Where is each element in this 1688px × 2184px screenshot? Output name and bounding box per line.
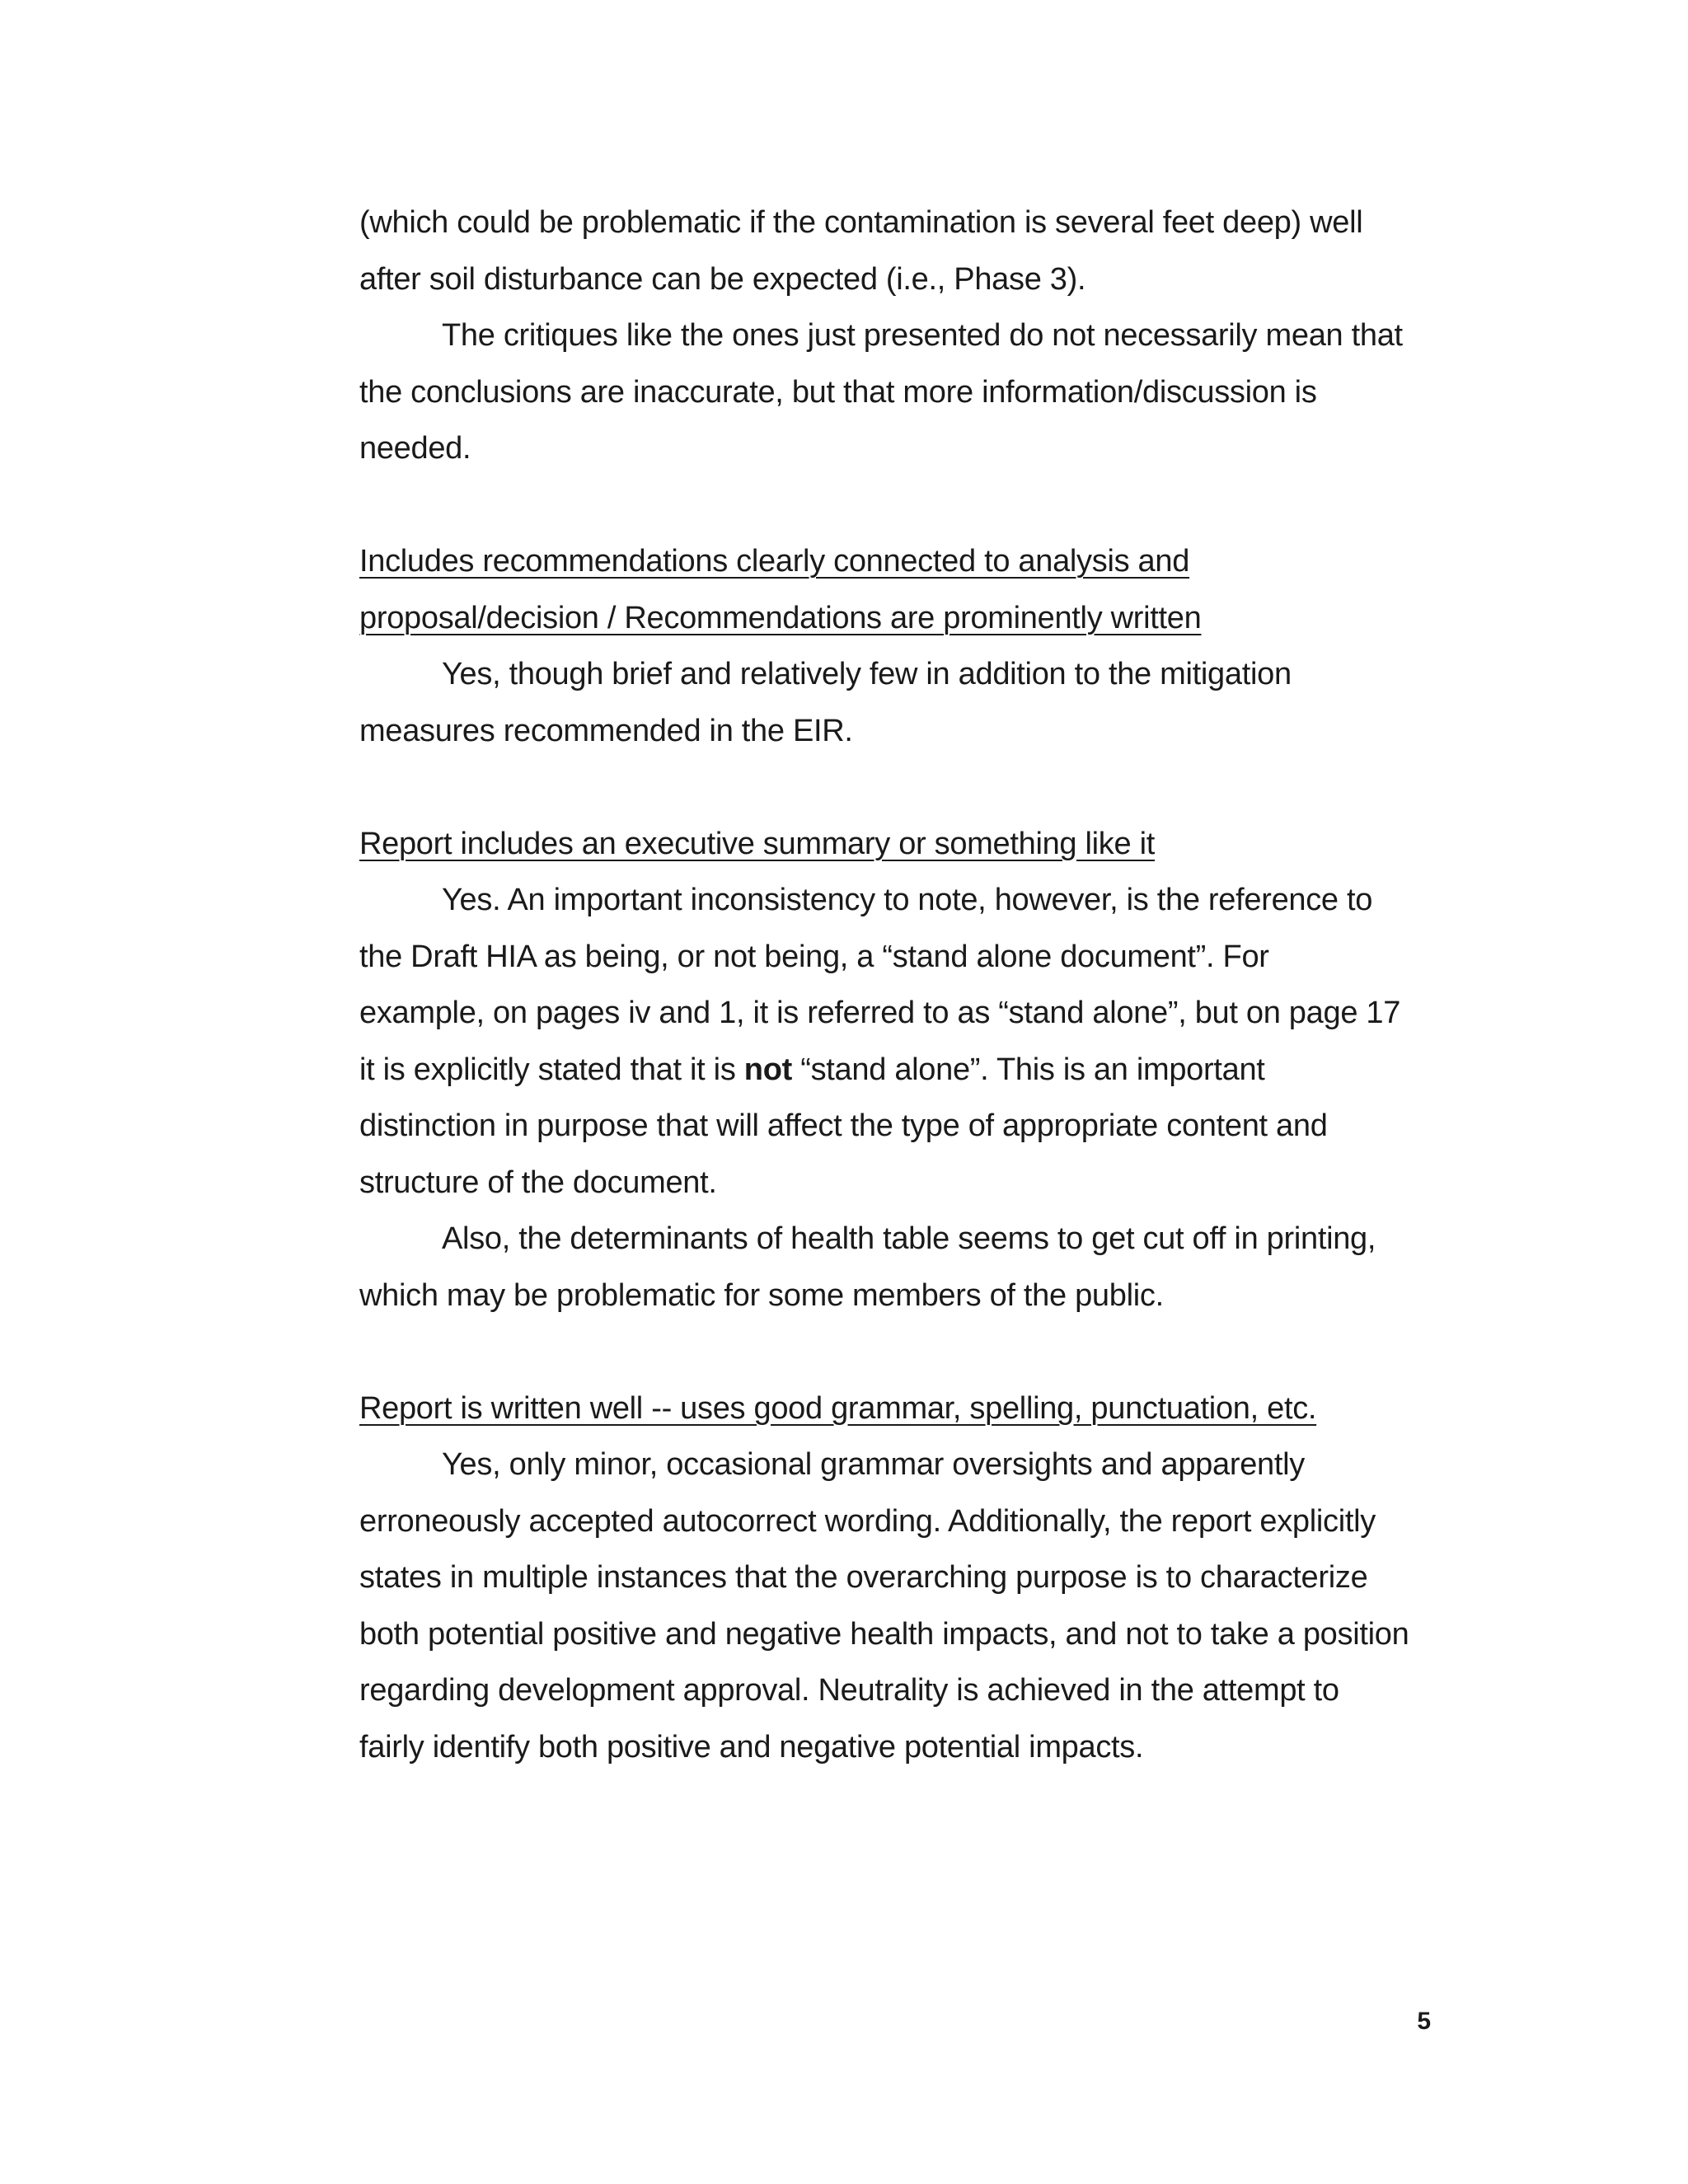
text-line: (which could be problematic if the contamination is several feet deep) well — [359, 205, 1363, 240]
text-line: example, on pages iv and 1, it is referred to as “stand alone”, but on page 17 — [359, 996, 1401, 1030]
text-line: regarding development approval. Neutrality is achieved in the attempt to — [359, 1673, 1339, 1708]
text-line: The critiques like the ones just presented do not necessarily mean that — [442, 318, 1403, 353]
text-line: structure of the document. — [359, 1165, 717, 1200]
text-line: erroneously accepted autocorrect wording. Additionally, the report explicitly — [359, 1503, 1376, 1539]
text-line: which may be problematic for some members of the public. — [359, 1277, 1164, 1313]
text-line: after soil disturbance can be expected (i.e., Phase 3). — [359, 261, 1086, 297]
text-line: the conclusions are inaccurate, but that more information/discussion is — [359, 374, 1317, 410]
text-line-part: “stand alone”. This is an important — [791, 1052, 1265, 1087]
document-body — [359, 194, 1447, 1775]
executive-summary-heading: Report includes an executive summary or something like it — [359, 826, 1156, 861]
text-line: Also, the determinants of health table seems to get cut off in printing, — [442, 1221, 1376, 1256]
page-number: 5 — [1417, 2008, 1431, 2035]
text-line: states in multiple instances that the overarching purpose is to characterize — [359, 1560, 1368, 1595]
recommendations-heading — [359, 533, 1447, 646]
text-line: fairly identify both positive and negative potential impacts. — [359, 1729, 1144, 1765]
text-line: the Draft HIA as being, or not being, a “stand alone document”. For — [359, 939, 1269, 974]
writing-quality-paragraph — [359, 1436, 1447, 1775]
paragraph-gap — [359, 759, 1447, 816]
text-line: both potential positive and negative health impacts, and not to take a position — [359, 1616, 1409, 1652]
text-line: measures recommended in the EIR. — [359, 713, 853, 748]
text-line-part: it is explicitly stated that it is — [359, 1052, 744, 1087]
heading-line: proposal/decision / Recommendations are prominently written — [359, 600, 1202, 635]
continuation-paragraph — [359, 194, 1447, 307]
text-line: distinction in purpose that will affect the type of appropriate content and — [359, 1108, 1328, 1143]
text-line: Yes, though brief and relatively few in addition to the mitigation — [442, 657, 1292, 691]
paragraph-gap — [359, 1324, 1447, 1380]
executive-summary-paragraph — [359, 872, 1447, 1211]
text-line: Yes. An important inconsistency to note, however, is the reference to — [442, 883, 1373, 917]
recommendations-paragraph — [359, 646, 1447, 759]
text-line: Yes, only minor, occasional grammar oversights and apparently — [442, 1447, 1305, 1482]
determinants-paragraph — [359, 1211, 1447, 1324]
heading-line: Includes recommendations clearly connected to analysis and — [359, 544, 1190, 579]
writing-quality-heading: Report is written well -- uses good grammar, spelling, punctuation, etc. — [359, 1390, 1317, 1426]
critique-paragraph — [359, 307, 1447, 477]
bold-emphasis: not — [743, 1052, 792, 1087]
paragraph-gap — [359, 477, 1447, 534]
text-line: needed. — [359, 431, 471, 466]
